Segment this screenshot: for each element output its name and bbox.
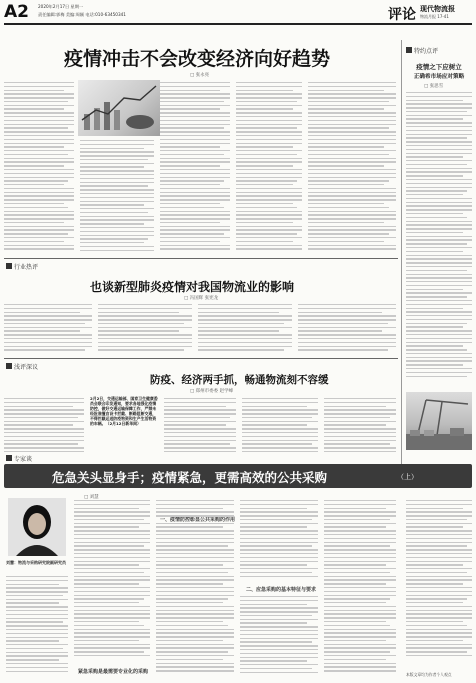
section2-column-1 bbox=[4, 398, 84, 458]
lead-column-2 bbox=[80, 140, 154, 254]
section3-column-2 bbox=[74, 500, 150, 662]
section2-column-4 bbox=[324, 398, 396, 458]
author-portrait bbox=[8, 498, 66, 556]
section3-banner-title: 危急关头显身手；疫情紧急，更需高效的公共采购 bbox=[52, 470, 328, 485]
lead-byline: □ 张永亮 bbox=[190, 73, 210, 78]
section1-column-4 bbox=[298, 304, 396, 354]
lead-headline: 疫情冲击不会改变经济向好趋势 bbox=[64, 48, 331, 70]
section1-byline: □ 冯国辉 张宪龙 bbox=[184, 296, 219, 301]
section3-inline-heading-1: 一、疫情防控彰显公共采购的作用 bbox=[160, 517, 236, 523]
sidebar-title-line1: 疫情之下应树立 bbox=[416, 63, 462, 71]
section3-column-5 bbox=[240, 596, 318, 678]
page-number: A2 bbox=[4, 2, 29, 22]
section1-column-1 bbox=[4, 304, 92, 354]
section3-byline: □ 刘慧 bbox=[84, 495, 99, 500]
lead-column-4 bbox=[236, 82, 302, 254]
section3-column-3 bbox=[156, 500, 234, 678]
sidebar-byline: □ 张思雪 bbox=[424, 84, 444, 89]
crane-illustration bbox=[406, 392, 472, 450]
sidebar-label: 特约点评 bbox=[406, 46, 438, 55]
lead-column-5 bbox=[308, 82, 396, 254]
lead-column-1 bbox=[4, 82, 74, 254]
lead-column-3 bbox=[160, 82, 230, 254]
portrait-illustration bbox=[8, 498, 66, 556]
sidebar-title-line2: 正确希市场应对策略 bbox=[413, 74, 465, 80]
section3-banner bbox=[4, 464, 472, 488]
section3-column-6 bbox=[324, 500, 396, 678]
section2-column-3 bbox=[242, 398, 318, 458]
section2-byline: □ 郑州市委委 赵学峰 bbox=[190, 389, 234, 394]
harbor-crane-photo bbox=[406, 392, 472, 450]
business-chart-photo bbox=[78, 80, 160, 136]
section1-column-2 bbox=[98, 304, 192, 354]
section3-tag: 专家谈 bbox=[6, 454, 32, 463]
section1-column-3 bbox=[198, 304, 292, 354]
footer-note: 本版文章均为作者个人观点 bbox=[406, 672, 452, 677]
section3-inline-heading-2: 二、应急采购的基本特征与要求 bbox=[246, 587, 317, 593]
section2-headline: 防疫、经济两手抓，畅通物流刻不容缓 bbox=[150, 374, 329, 386]
portrait-caption: 刘慧：物流与采购研究院副研究员 bbox=[6, 560, 66, 565]
section2-top-rule bbox=[4, 358, 398, 359]
section3-banner-part: （上） bbox=[397, 473, 418, 481]
section3-column-4 bbox=[240, 500, 318, 582]
section3-column-7 bbox=[406, 500, 472, 664]
sidebar-divider bbox=[401, 40, 402, 464]
logo-sub: 物流月报 17-41 bbox=[420, 14, 449, 19]
section3-column-1 bbox=[6, 576, 68, 676]
newspaper-logo: 现代物流报 bbox=[420, 4, 455, 13]
section1-tag: 行业热评 bbox=[6, 262, 38, 271]
chart-illustration bbox=[78, 80, 160, 136]
section2-tag: 浅评深议 bbox=[6, 362, 38, 371]
section1-headline: 也谈新型肺炎疫情对我国物流业的影响 bbox=[90, 280, 295, 294]
section-title: 评论 bbox=[388, 7, 416, 23]
section2-column-2 bbox=[164, 398, 236, 458]
sidebar-body bbox=[406, 92, 472, 386]
masthead-rule bbox=[4, 23, 472, 25]
editor-line: 责任编辑:郭梅 美编:周颖 电话:010-63450341 bbox=[38, 12, 126, 17]
date-line: 2020年2月17日 星期一 bbox=[38, 4, 84, 9]
section1-top-rule bbox=[4, 258, 398, 259]
section3-bottom-heading: 紧急采购是最需要专业化的采购 bbox=[78, 669, 149, 675]
section2-pullquote: 2月2日，交通运输部、国家卫生健康委员会联合印发通知，要求各地强化疫情防控，做好交通运输保障工作，严禁未经批准擅自设卡拦截、断路阻断交通，不得拦截运送防疫物资和生产生活物资的车辆。（2月12日新华网） bbox=[90, 396, 158, 426]
